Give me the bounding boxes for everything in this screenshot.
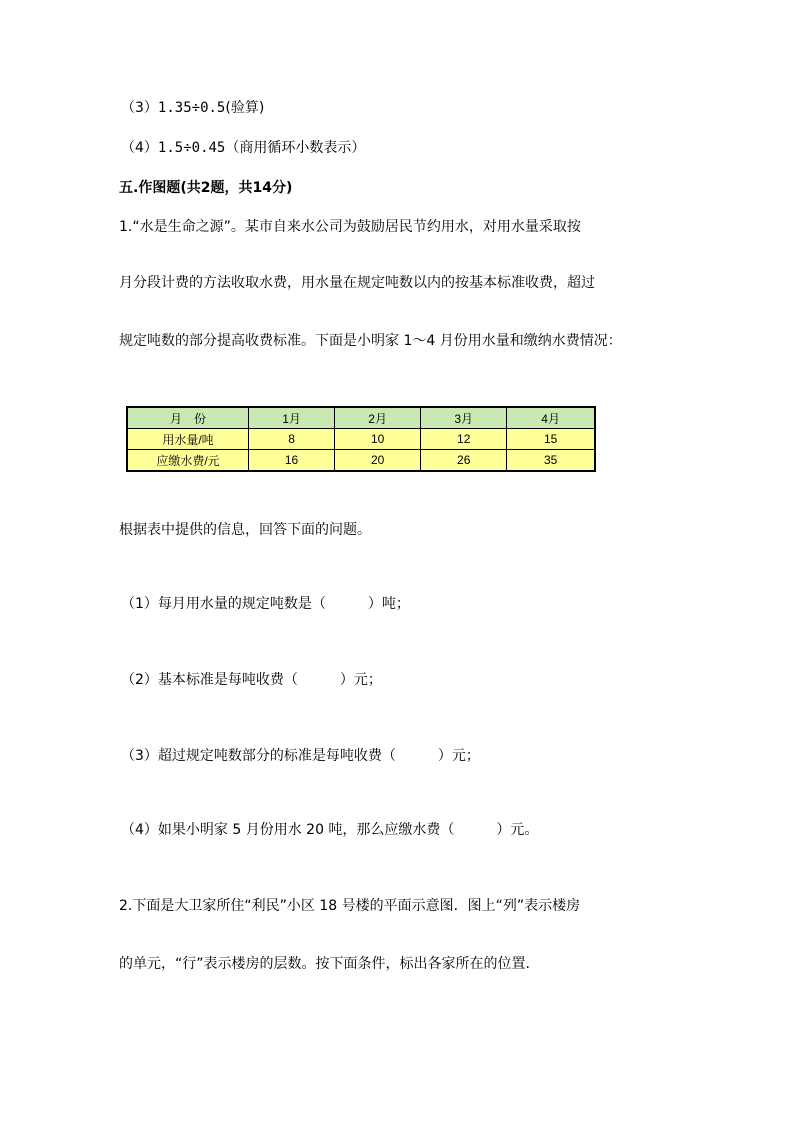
problem2-text-line1: 2.下面是大卫家所住“利民”小区 18 号楼的平面示意图．图上“列”表示楼房: [119, 898, 581, 914]
problem1-instruction: 根据表中提供的信息，回答下面的问题。: [119, 522, 371, 538]
problem1-text-line2: 月分段计费的方法收取水费，用水量在规定吨数以内的按基本标准收费，超过: [119, 275, 595, 291]
problem1-subquestion-1: （1）每月用水量的规定吨数是（ ）吨；: [121, 596, 410, 612]
problem1-subquestion-4: （4）如果小明家 5 月份用水 20 吨，那么应缴水费（ ）元。: [121, 822, 539, 838]
problem1-text-line3: 规定吨数的部分提高收费标准。下面是小明家 1～4 月份用水量和缴纳水费情况：: [119, 333, 622, 349]
table-cell: 12: [421, 429, 507, 450]
table-row: [127, 450, 595, 472]
exercise-4: [121, 137, 365, 157]
table-cell: 16: [249, 450, 335, 472]
section-heading: 五.作图题(共2题，共14分): [119, 180, 293, 196]
exercise-3-expression: 1.35÷0.5: [157, 100, 226, 116]
table-header-cell: 月 份: [127, 407, 249, 429]
problem1-subquestion-3: （3）超过规定吨数部分的标准是每吨收费（ ）元；: [121, 748, 480, 764]
table-row: [127, 429, 595, 450]
exercise-4-note: （商用循环小数表示）: [225, 140, 366, 156]
table-header-row: [127, 407, 595, 429]
table-row-label: 应缴水费/元: [127, 450, 249, 472]
exercise-4-number: （4）: [121, 140, 158, 156]
table-cell: 8: [249, 429, 335, 450]
problem2-text-line2: 的单元，“行”表示楼房的层数。按下面条件，标出各家所在的位置．: [119, 956, 540, 972]
table-header-cell: 2月: [335, 407, 421, 429]
table-cell: 26: [421, 450, 507, 472]
table-header-cell: 1月: [249, 407, 335, 429]
table-cell: 35: [507, 450, 595, 472]
table-cell: 15: [507, 429, 595, 450]
table-cell: 20: [335, 450, 421, 472]
water-usage-table: [126, 406, 596, 472]
exercise-4-expression: 1.5÷0.45: [157, 140, 226, 156]
exercise-3-note: (验算): [225, 100, 265, 116]
exercise-3: [121, 97, 264, 117]
problem1-subquestion-2: （2）基本标准是每吨收费（ ）元；: [121, 672, 382, 688]
problem1-text-line1: 1.“水是生命之源”。某市自来水公司为鼓励居民节约用水，对用水量采取按: [119, 219, 581, 235]
exercise-3-number: （3）: [121, 100, 158, 116]
table-header-cell: 3月: [421, 407, 507, 429]
table-cell: 10: [335, 429, 421, 450]
table-header-cell: 4月: [507, 407, 595, 429]
table-row-label: 用水量/吨: [127, 429, 249, 450]
